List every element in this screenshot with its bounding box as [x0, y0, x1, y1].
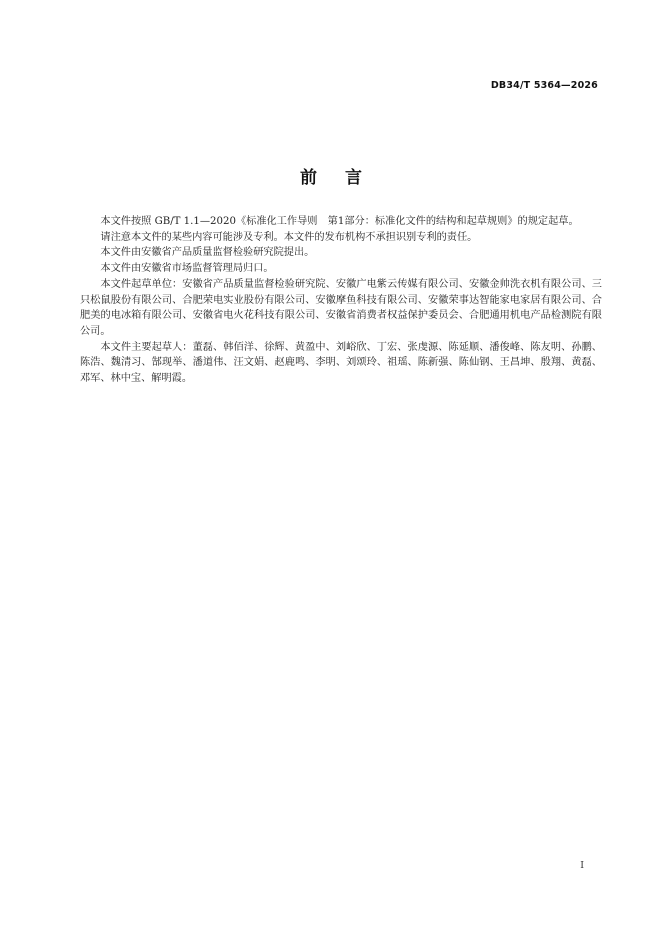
page-number: I [580, 860, 584, 871]
page-title: 前言 [300, 168, 390, 188]
paragraph-centralized-by: 本文件由安徽省市场监督管理局归口。 [100, 263, 274, 275]
standard-code-header: DB34/T 5364—2026 [490, 80, 598, 91]
foreword-body [80, 214, 602, 387]
paragraph-patent-notice: 请注意本文件的某些内容可能涉及专利。本文件的发布机构不承担识别专利的责任。 [100, 231, 478, 243]
paragraph-proposed-by: 本文件由安徽省产品质量监督检验研究院提出。 [100, 247, 315, 259]
paragraph-drafting-units: 本文件起草单位：安徽省产品质量监督检验研究院、安徽广电紫云传媒有限公司、安徽金帅洗衣机有限公司、三只松鼠股份有限公司、合肥荣电实业股份有限公司、安徽摩鱼科技有限公司、安徽荣事达智能家电家居有限公司、合肥美的电冰箱有限公司、安徽省电火花科技有限公司、安徽省消费者权益保护委员会、合肥通用机电产品检测院有限公司。 [80, 278, 602, 337]
paragraph-main-drafters: 本文件主要起草人：董磊、韩佰洋、徐辉、黄盈中、刘峪欣、丁宏、张虔源、陈延顺、潘俊峰、陈友明、孙鹏、陈浩、魏清习、郜现举、潘道伟、汪文娟、赵鹿鸣、李明、刘颂玲、祖瑶、陈新强、陈仙钢、王昌坤、殷翔、黄磊、邓军、林中宝、解明霞。 [80, 341, 602, 385]
paragraph-drafting-basis: 本文件按照 GB/T 1.1—2020《标准化工作导则 第1部分：标准化文件的结构和起草规则》的规定起草。 [100, 216, 579, 227]
